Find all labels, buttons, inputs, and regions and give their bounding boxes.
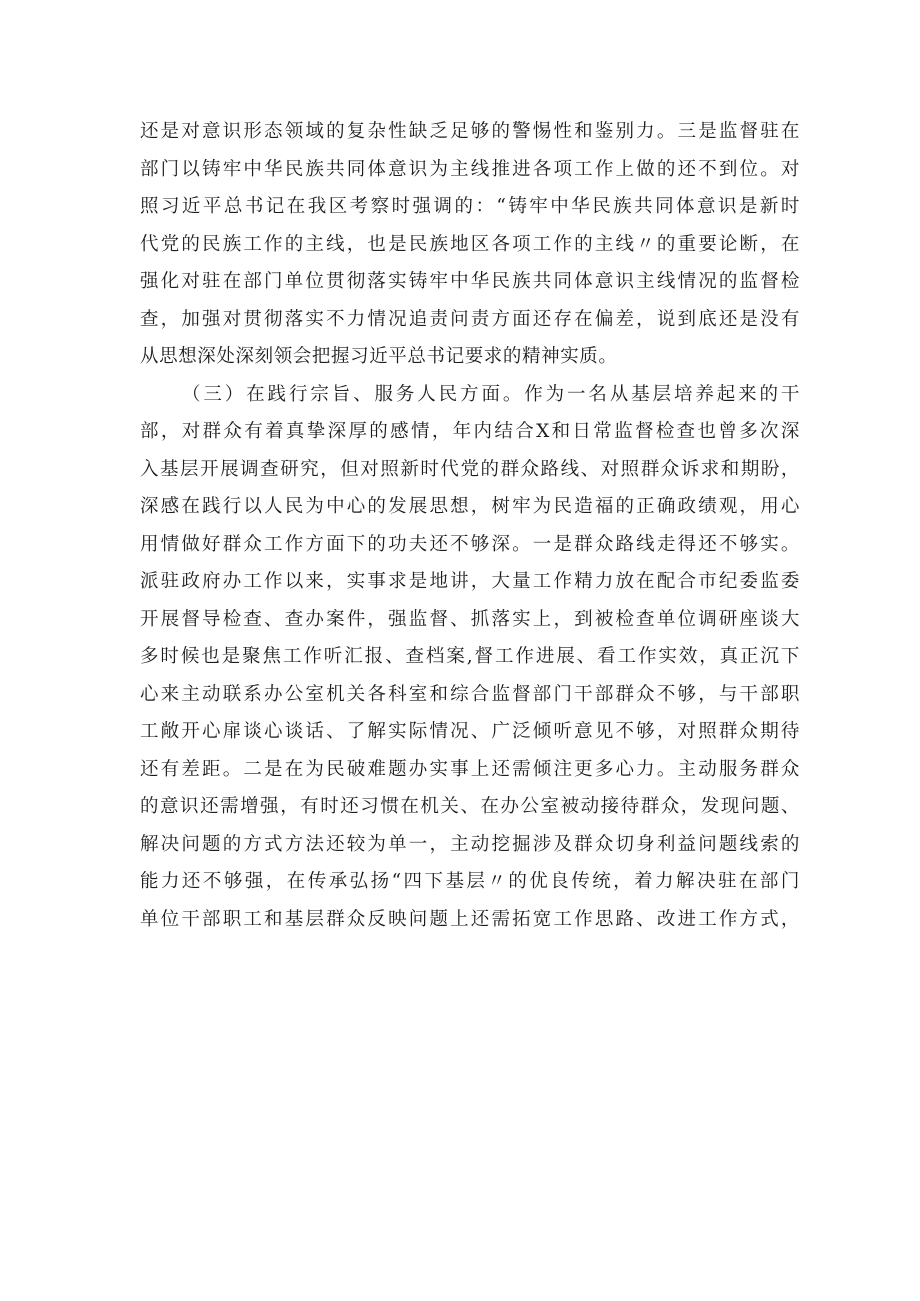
text-line-19: 的意识还需增强，有时还习惯在机关、在办公室被动接待群众，发现问题、: [140, 796, 800, 817]
text-line-7: 从思想深处深刻领会把握习近平总书记要求的精神实质。: [140, 346, 618, 367]
text-line-21: 能力还不够强，在传承弘扬“四下基层〃的优良传统，着力解决驻在部门: [140, 871, 800, 892]
text-line-1: 还是对意识形态领域的复杂性缺乏足够的警惕性和鉴别力。三是监督驻在: [140, 121, 800, 142]
text-line-22: 单位干部职工和基层群众反映问题上还需拓宽工作思路、改进工作方式，: [140, 908, 800, 930]
text-line-18: 还有差距。二是在为民破难题办实事上还需倾注更多心力。主动服务群众: [140, 758, 800, 780]
text-line-15: 多时候也是聚焦工作听汇报、查档案,督工作进展、看工作实效，真正沉下: [140, 646, 800, 667]
text-line-14: 开展督导检查、查办案件，强监督、抓落实上，到被检查单位调研座谈大: [140, 608, 800, 630]
text-line-17: 工敞开心扉谈心谈话、了解实际情况、广泛倾听意见不够，对照群众期待: [140, 721, 800, 742]
document-body: [140, 113, 800, 938]
text-line-10: 入基层开展调查研究，但对照新时代党的群众路线、对照群众诉求和期盼，: [140, 458, 800, 480]
text-line-3: 照习近平总书记在我区考察时强调的：“铸牢中华民族共同体意识是新时: [140, 196, 800, 217]
text-line-6: 查，加强对贯彻落实不力情况追责问责方面还存在偏差，说到底还是没有: [140, 308, 800, 330]
text-line-5: 强化对驻在部门单位贯彻落实铸牢中华民族共同体意识主线情况的监督检: [140, 271, 800, 292]
text-line-4: 代党的民族工作的主线，也是民族地区各项工作的主线〃的重要论断，在: [140, 233, 800, 255]
section-heading-line: （三）在践行宗旨、服务人民方面。作为一名从基层培养起来的干: [182, 383, 800, 405]
text-line-12: 用情做好群众工作方面下的功夫还不够深。一是群众路线走得还不够实。: [140, 533, 800, 555]
text-line-20: 解决问题的方式方法还较为单一，主动挖掘涉及群众切身利益问题线索的: [140, 833, 800, 855]
text-line-9: 部，对群众有着真挚深厚的感情，年内结合X和日常监督检查也曾多次深: [140, 421, 800, 442]
text-line-11: 深感在践行以人民为中心的发展思想，树牢为民造福的正确政绩观，用心: [140, 496, 800, 517]
text-line-2: 部门以铸牢中华民族共同体意识为主线推进各项工作上做的还不到位。对: [140, 158, 800, 180]
text-line-13: 派驻政府办工作以来，实事求是地讲，大量工作精力放在配合市纪委监委: [140, 571, 800, 592]
text-line-16: 心来主动联系办公室机关各科室和综合监督部门干部群众不够，与干部职: [140, 683, 800, 705]
